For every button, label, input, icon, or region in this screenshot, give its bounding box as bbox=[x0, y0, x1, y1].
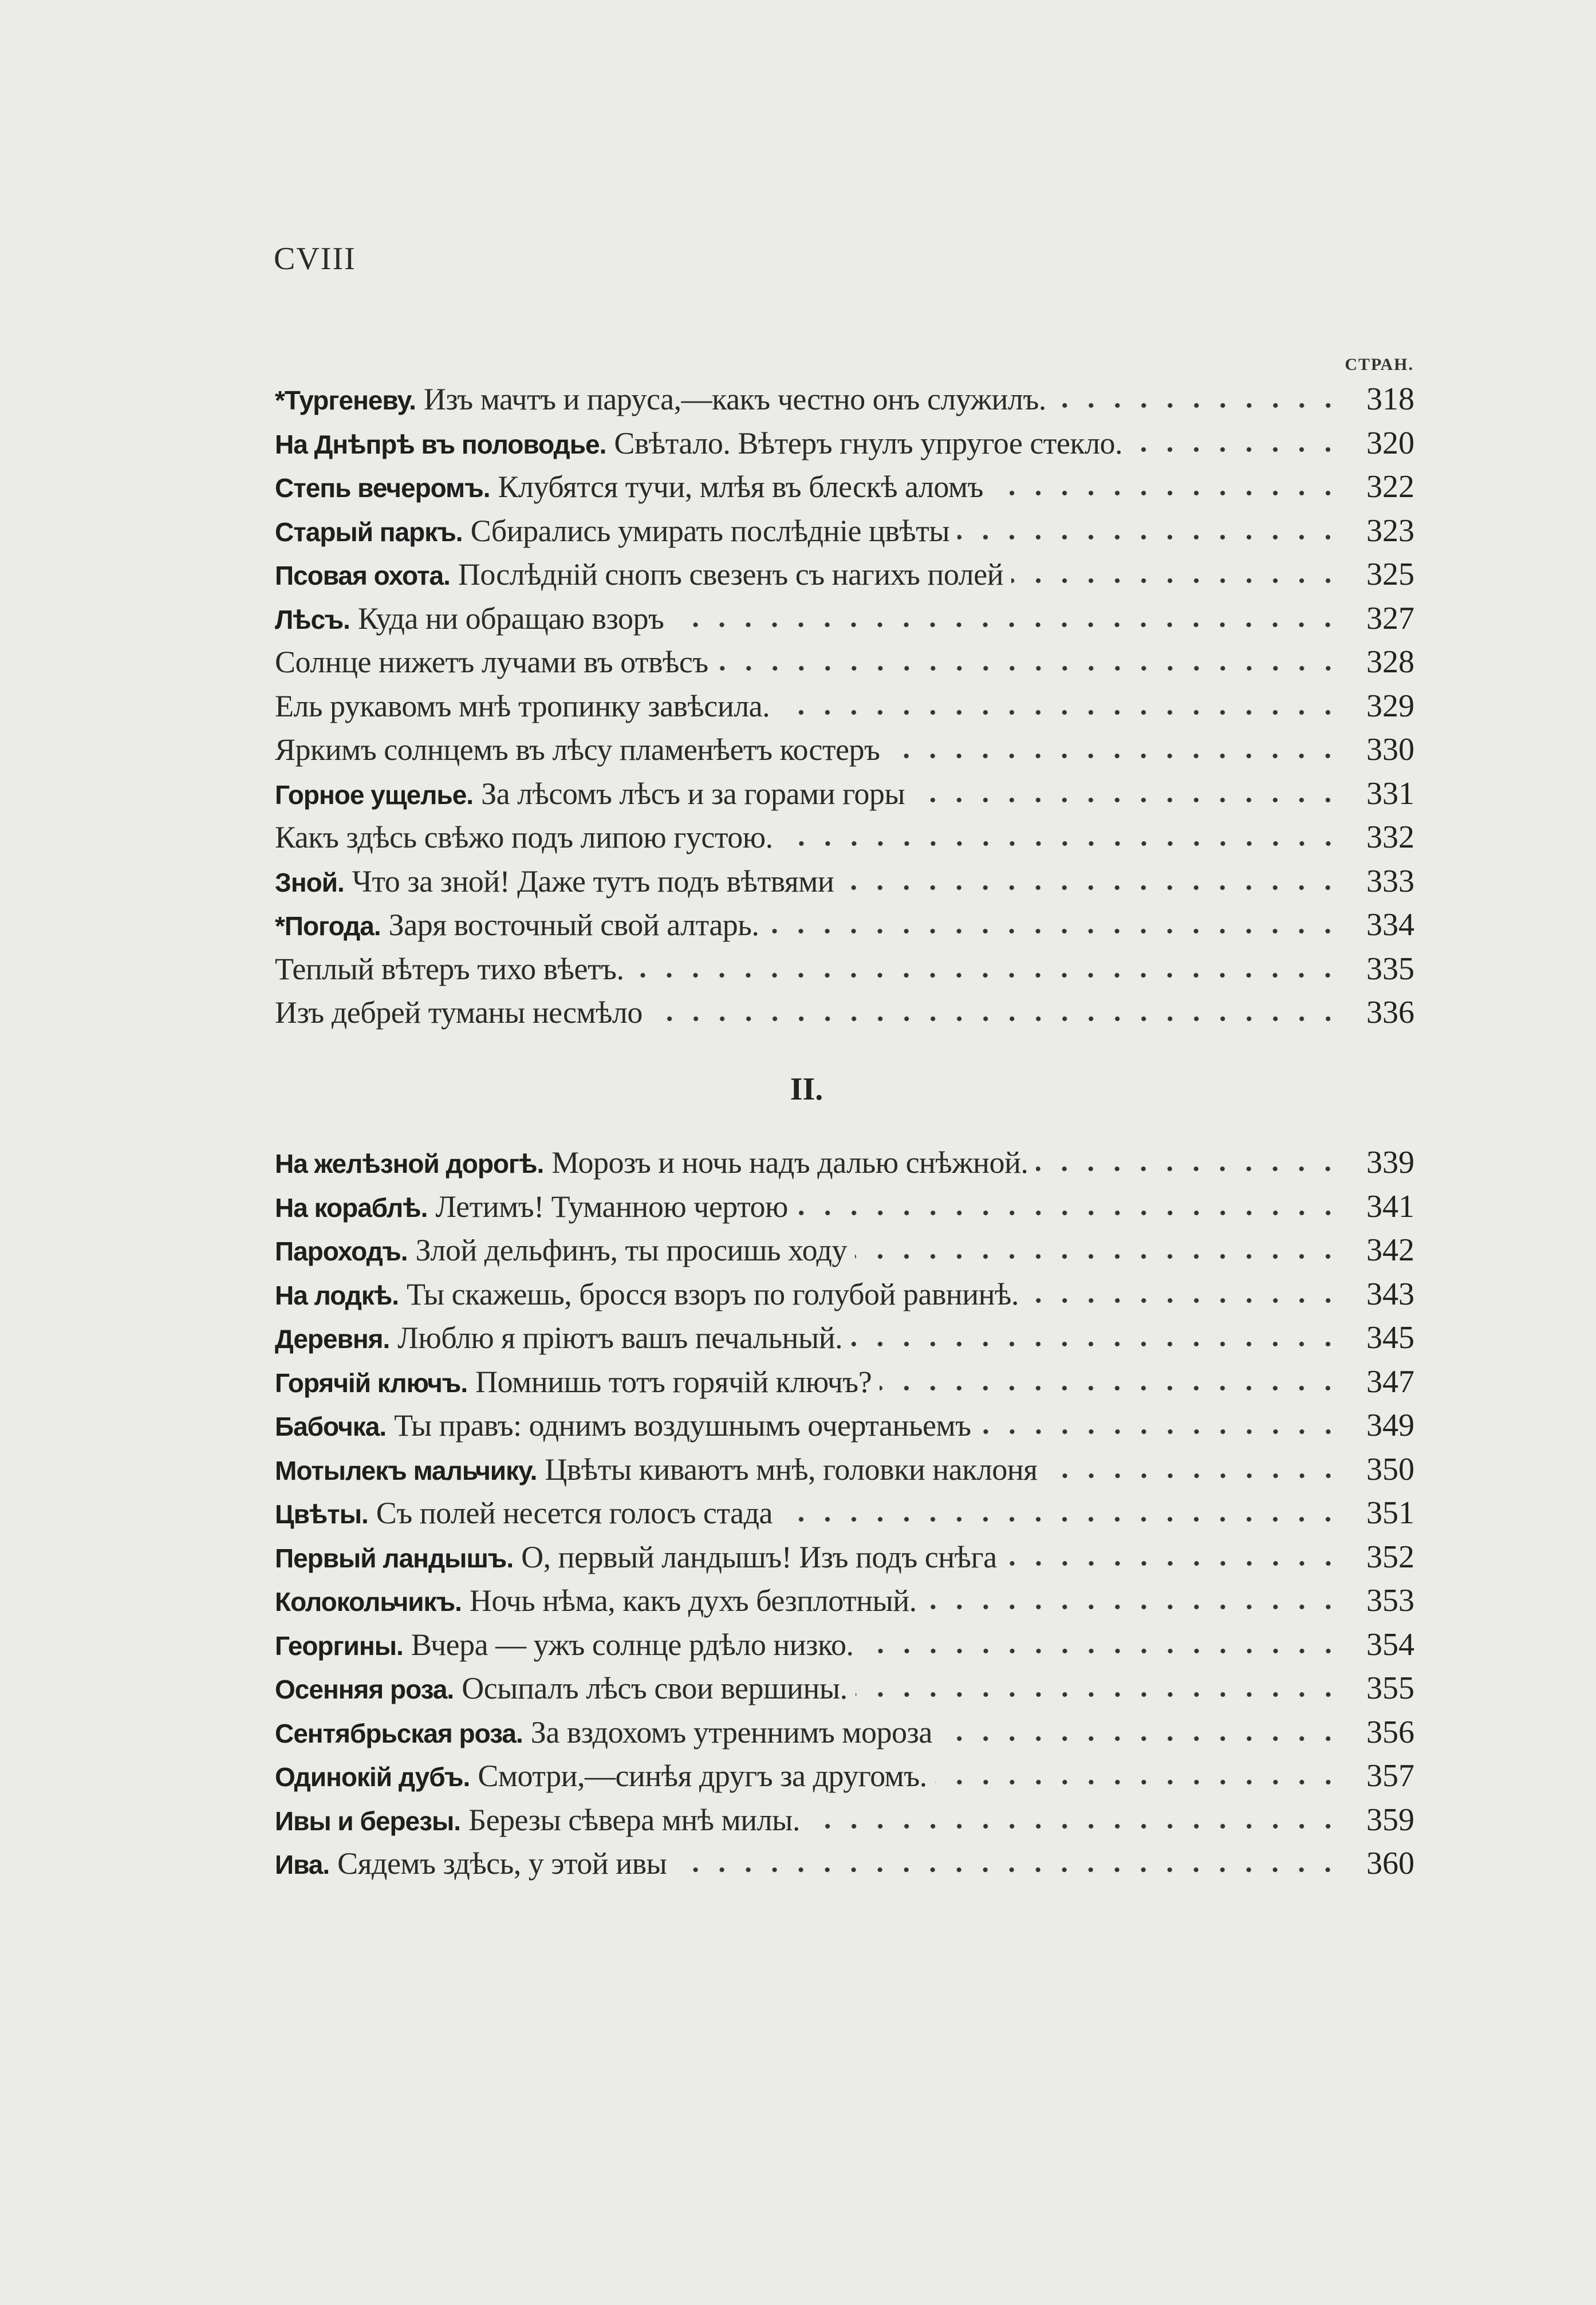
entry-title: Мотылекъ мальчику. bbox=[275, 1455, 537, 1486]
entry-page-number: 332 bbox=[1366, 819, 1414, 855]
entry-title: Осенняя роза. bbox=[275, 1674, 454, 1704]
entry-page-number: 354 bbox=[1366, 1626, 1414, 1662]
entry-first-line: Что за зной! Даже тутъ подъ вѣтвями bbox=[352, 864, 834, 899]
toc-entry bbox=[275, 600, 1414, 644]
dot-leader bbox=[672, 621, 1341, 629]
toc-entry bbox=[275, 644, 1414, 688]
dot-leader bbox=[796, 1209, 1341, 1217]
entry-title: Цвѣты. bbox=[275, 1499, 368, 1529]
entry-first-line: О, первый ландышъ! Изъ подъ снѣга bbox=[521, 1539, 997, 1574]
entry-first-line: Теплый вѣтеръ тихо вѣетъ. bbox=[275, 951, 624, 986]
dot-leader bbox=[1011, 577, 1341, 585]
dot-leader bbox=[842, 884, 1341, 892]
toc-entry bbox=[275, 468, 1414, 513]
toc-entry bbox=[275, 1626, 1414, 1670]
entry-page-number: 360 bbox=[1366, 1846, 1414, 1881]
entry-page-number: 355 bbox=[1366, 1670, 1414, 1706]
entry-first-line: Люблю я прiютъ вашъ печальный. bbox=[397, 1321, 843, 1355]
entry-title: Колокольчикъ. bbox=[275, 1587, 462, 1617]
toc-entry bbox=[275, 688, 1414, 732]
entry-title: Старый паркъ. bbox=[275, 517, 463, 547]
toc-entry bbox=[275, 1144, 1414, 1188]
entry-page-number: 350 bbox=[1366, 1451, 1414, 1487]
toc-entry bbox=[275, 1276, 1414, 1320]
entry-first-line: Вчера — ужъ солнце рдѣло низко. bbox=[411, 1627, 854, 1662]
entry-page-number: 327 bbox=[1366, 600, 1414, 636]
toc-entry bbox=[275, 381, 1414, 425]
entry-page-number: 325 bbox=[1366, 557, 1414, 592]
entry-page-number: 357 bbox=[1366, 1758, 1414, 1794]
entry-first-line: Яркимъ солнцемъ въ лѣсу пламенѣетъ костеръ bbox=[275, 732, 880, 767]
entry-first-line: Какъ здѣсь свѣжо подъ липою густою. bbox=[275, 820, 773, 854]
entry-page-number: 328 bbox=[1366, 644, 1414, 680]
toc-entry bbox=[275, 1451, 1414, 1495]
toc-entry bbox=[275, 863, 1414, 907]
dot-leader bbox=[781, 840, 1341, 848]
entry-title: Первый ландышъ. bbox=[275, 1543, 514, 1573]
toc-entry bbox=[275, 1495, 1414, 1539]
dot-leader bbox=[1054, 401, 1341, 409]
entry-first-line: Смотри,—синѣя другъ за другомъ. bbox=[478, 1759, 927, 1793]
entry-page-number: 334 bbox=[1366, 907, 1414, 943]
entry-title: Зной. bbox=[275, 867, 344, 897]
section-heading: II. bbox=[790, 1071, 823, 1107]
entry-title: Пароходъ. bbox=[275, 1236, 408, 1266]
dot-leader bbox=[862, 1647, 1341, 1655]
toc-entry bbox=[275, 907, 1414, 951]
entry-first-line: Сядемъ здѣсь, у этой ивы bbox=[337, 1846, 667, 1881]
entry-title: На Днѣпрѣ въ половодье. bbox=[275, 429, 606, 459]
entry-first-line: Изъ дебрей туманы несмѣло bbox=[275, 995, 643, 1030]
entry-first-line: За лѣсомъ лѣсъ и за горами горы bbox=[481, 776, 905, 811]
entry-title: Горячiй ключъ. bbox=[275, 1368, 468, 1398]
entry-page-number: 345 bbox=[1366, 1320, 1414, 1356]
entry-page-number: 331 bbox=[1366, 775, 1414, 811]
entry-first-line: Солнце нижетъ лучами въ отвѣсъ bbox=[275, 645, 708, 679]
entry-page-number: 336 bbox=[1366, 995, 1414, 1030]
entry-title: *Погода. bbox=[275, 911, 381, 941]
toc-entry bbox=[275, 1407, 1414, 1451]
toc-entry bbox=[275, 1364, 1414, 1408]
entry-title: Лѣсъ. bbox=[275, 604, 350, 635]
entry-first-line: За вздохомъ утреннимъ мороза bbox=[530, 1715, 932, 1750]
entry-page-number: 323 bbox=[1366, 513, 1414, 549]
entry-first-line: Куда ни обращаю взоръ bbox=[357, 601, 664, 636]
entry-first-line: Морозъ и ночь надъ далью снѣжной. bbox=[551, 1145, 1028, 1180]
entry-first-line: Ты правъ: однимъ воздушнымъ очертаньемъ bbox=[394, 1408, 971, 1443]
entry-page-number: 335 bbox=[1366, 951, 1414, 987]
dot-leader bbox=[979, 1428, 1341, 1436]
entry-page-number: 320 bbox=[1366, 425, 1414, 461]
entry-page-number: 359 bbox=[1366, 1802, 1414, 1838]
entry-title: На желѣзной дорогѣ. bbox=[275, 1149, 544, 1179]
toc-entry bbox=[275, 1802, 1414, 1846]
dot-leader bbox=[855, 1252, 1341, 1260]
dot-leader bbox=[991, 489, 1341, 497]
page-folio: CVIII bbox=[274, 241, 356, 277]
entry-page-number: 343 bbox=[1366, 1276, 1414, 1312]
entry-first-line: Ель рукавомъ мнѣ тропинку завѣсила. bbox=[275, 688, 770, 723]
toc-part-1 bbox=[275, 381, 1414, 1038]
entry-first-line: Сбирались умирать послѣднiе цвѣты bbox=[470, 513, 950, 548]
entry-title: Сентябрьская роза. bbox=[275, 1718, 523, 1748]
entry-page-number: 329 bbox=[1366, 688, 1414, 724]
entry-first-line: Ночь нѣма, какъ духъ безплотный. bbox=[469, 1583, 917, 1618]
entry-page-number: 330 bbox=[1366, 732, 1414, 767]
entry-first-line: Березы сѣвера мнѣ милы. bbox=[468, 1802, 800, 1837]
entry-page-number: 342 bbox=[1366, 1232, 1414, 1268]
entry-first-line: Изъ мачтъ и паруса,—какъ честно онъ служилъ. bbox=[423, 382, 1046, 416]
toc-entry bbox=[275, 951, 1414, 995]
entry-page-number: 353 bbox=[1366, 1583, 1414, 1618]
entry-page-number: 351 bbox=[1366, 1495, 1414, 1531]
toc-part-2 bbox=[275, 1144, 1414, 1889]
entry-title: *Тургеневу. bbox=[275, 385, 416, 415]
toc-entry bbox=[275, 1582, 1414, 1626]
entry-title: Ивы и березы. bbox=[275, 1806, 461, 1836]
dot-leader bbox=[880, 1384, 1341, 1392]
entry-title: Георгины. bbox=[275, 1630, 403, 1661]
dot-leader bbox=[808, 1822, 1341, 1830]
entry-first-line: Помнишь тотъ горячiй ключъ? bbox=[475, 1364, 872, 1399]
dot-leader bbox=[675, 1866, 1341, 1874]
toc-entry bbox=[275, 1758, 1414, 1802]
dot-leader bbox=[1005, 1559, 1341, 1567]
dot-leader bbox=[632, 971, 1341, 979]
dot-leader bbox=[767, 927, 1341, 935]
dot-leader bbox=[856, 1691, 1341, 1699]
toc-entry bbox=[275, 513, 1414, 557]
entry-title: Деревня. bbox=[275, 1324, 390, 1354]
entry-page-number: 339 bbox=[1366, 1145, 1414, 1180]
dot-leader bbox=[888, 752, 1341, 760]
dot-leader bbox=[940, 1735, 1341, 1743]
entry-first-line: Клубятся тучи, млѣя въ блескѣ аломъ bbox=[498, 470, 983, 504]
toc-entry bbox=[275, 1670, 1414, 1714]
entry-page-number: 318 bbox=[1366, 381, 1414, 417]
entry-page-number: 333 bbox=[1366, 863, 1414, 899]
entry-title: На лодкѣ. bbox=[275, 1280, 399, 1310]
toc-entry bbox=[275, 425, 1414, 469]
toc-entry bbox=[275, 994, 1414, 1038]
entry-page-number: 347 bbox=[1366, 1364, 1414, 1400]
entry-title: Ива. bbox=[275, 1850, 330, 1880]
dot-leader bbox=[778, 708, 1341, 716]
entry-page-number: 356 bbox=[1366, 1714, 1414, 1750]
dot-leader bbox=[781, 1515, 1341, 1523]
entry-title: Горное ущелье. bbox=[275, 779, 474, 810]
dot-leader bbox=[1036, 1165, 1341, 1173]
entry-page-number: 341 bbox=[1366, 1188, 1414, 1224]
dot-leader bbox=[913, 796, 1341, 804]
entry-first-line: Злой дельфинъ, ты просишь ходу bbox=[415, 1233, 848, 1267]
entry-title: На кораблѣ. bbox=[275, 1192, 428, 1223]
dot-leader bbox=[716, 664, 1341, 672]
toc-entry bbox=[275, 1714, 1414, 1758]
toc-entry bbox=[275, 775, 1414, 819]
entry-first-line: Послѣднiй снопъ свезенъ съ нагихъ полей bbox=[458, 557, 1003, 592]
toc-entry bbox=[275, 1845, 1414, 1889]
entry-title: Одинокiй дубъ. bbox=[275, 1762, 470, 1792]
entry-first-line: Цвѣты киваютъ мнѣ, головки наклоня bbox=[545, 1452, 1038, 1487]
dot-leader bbox=[957, 533, 1341, 541]
entry-page-number: 349 bbox=[1366, 1408, 1414, 1443]
toc-entry bbox=[275, 556, 1414, 600]
dot-leader bbox=[850, 1340, 1341, 1348]
entry-page-number: 322 bbox=[1366, 469, 1414, 505]
dot-leader bbox=[1046, 1472, 1342, 1480]
dot-leader bbox=[925, 1603, 1341, 1611]
entry-title: Бабочка. bbox=[275, 1412, 387, 1441]
toc-entry bbox=[275, 819, 1414, 863]
toc-entry bbox=[275, 731, 1414, 775]
dot-leader bbox=[1027, 1297, 1341, 1305]
toc-entry bbox=[275, 1188, 1414, 1232]
dot-leader bbox=[935, 1778, 1341, 1786]
entry-first-line: Ты скажешь, бросся взоръ по голубой равнинѣ. bbox=[407, 1276, 1019, 1311]
toc-entry bbox=[275, 1232, 1414, 1276]
dot-leader bbox=[651, 1015, 1341, 1023]
entry-first-line: Свѣтало. Вѣтеръ гнулъ упругое стекло. bbox=[614, 425, 1123, 460]
entry-first-line: Съ полей несется голосъ стада bbox=[376, 1496, 773, 1530]
entry-first-line: Летимъ! Туманною чертою bbox=[435, 1189, 788, 1224]
entry-title: Псовая охота. bbox=[275, 561, 450, 590]
entry-first-line: Осыпалъ лѣсъ свои вершины. bbox=[462, 1671, 848, 1705]
entry-first-line: Заря восточный свой алтарь. bbox=[388, 908, 759, 942]
page-column-header: СТРАН. bbox=[1345, 355, 1414, 374]
toc-entry bbox=[275, 1319, 1414, 1364]
entry-title: Степь вечеромъ. bbox=[275, 473, 490, 503]
dot-leader bbox=[1130, 446, 1341, 454]
entry-page-number: 352 bbox=[1366, 1539, 1414, 1575]
toc-entry bbox=[275, 1539, 1414, 1583]
